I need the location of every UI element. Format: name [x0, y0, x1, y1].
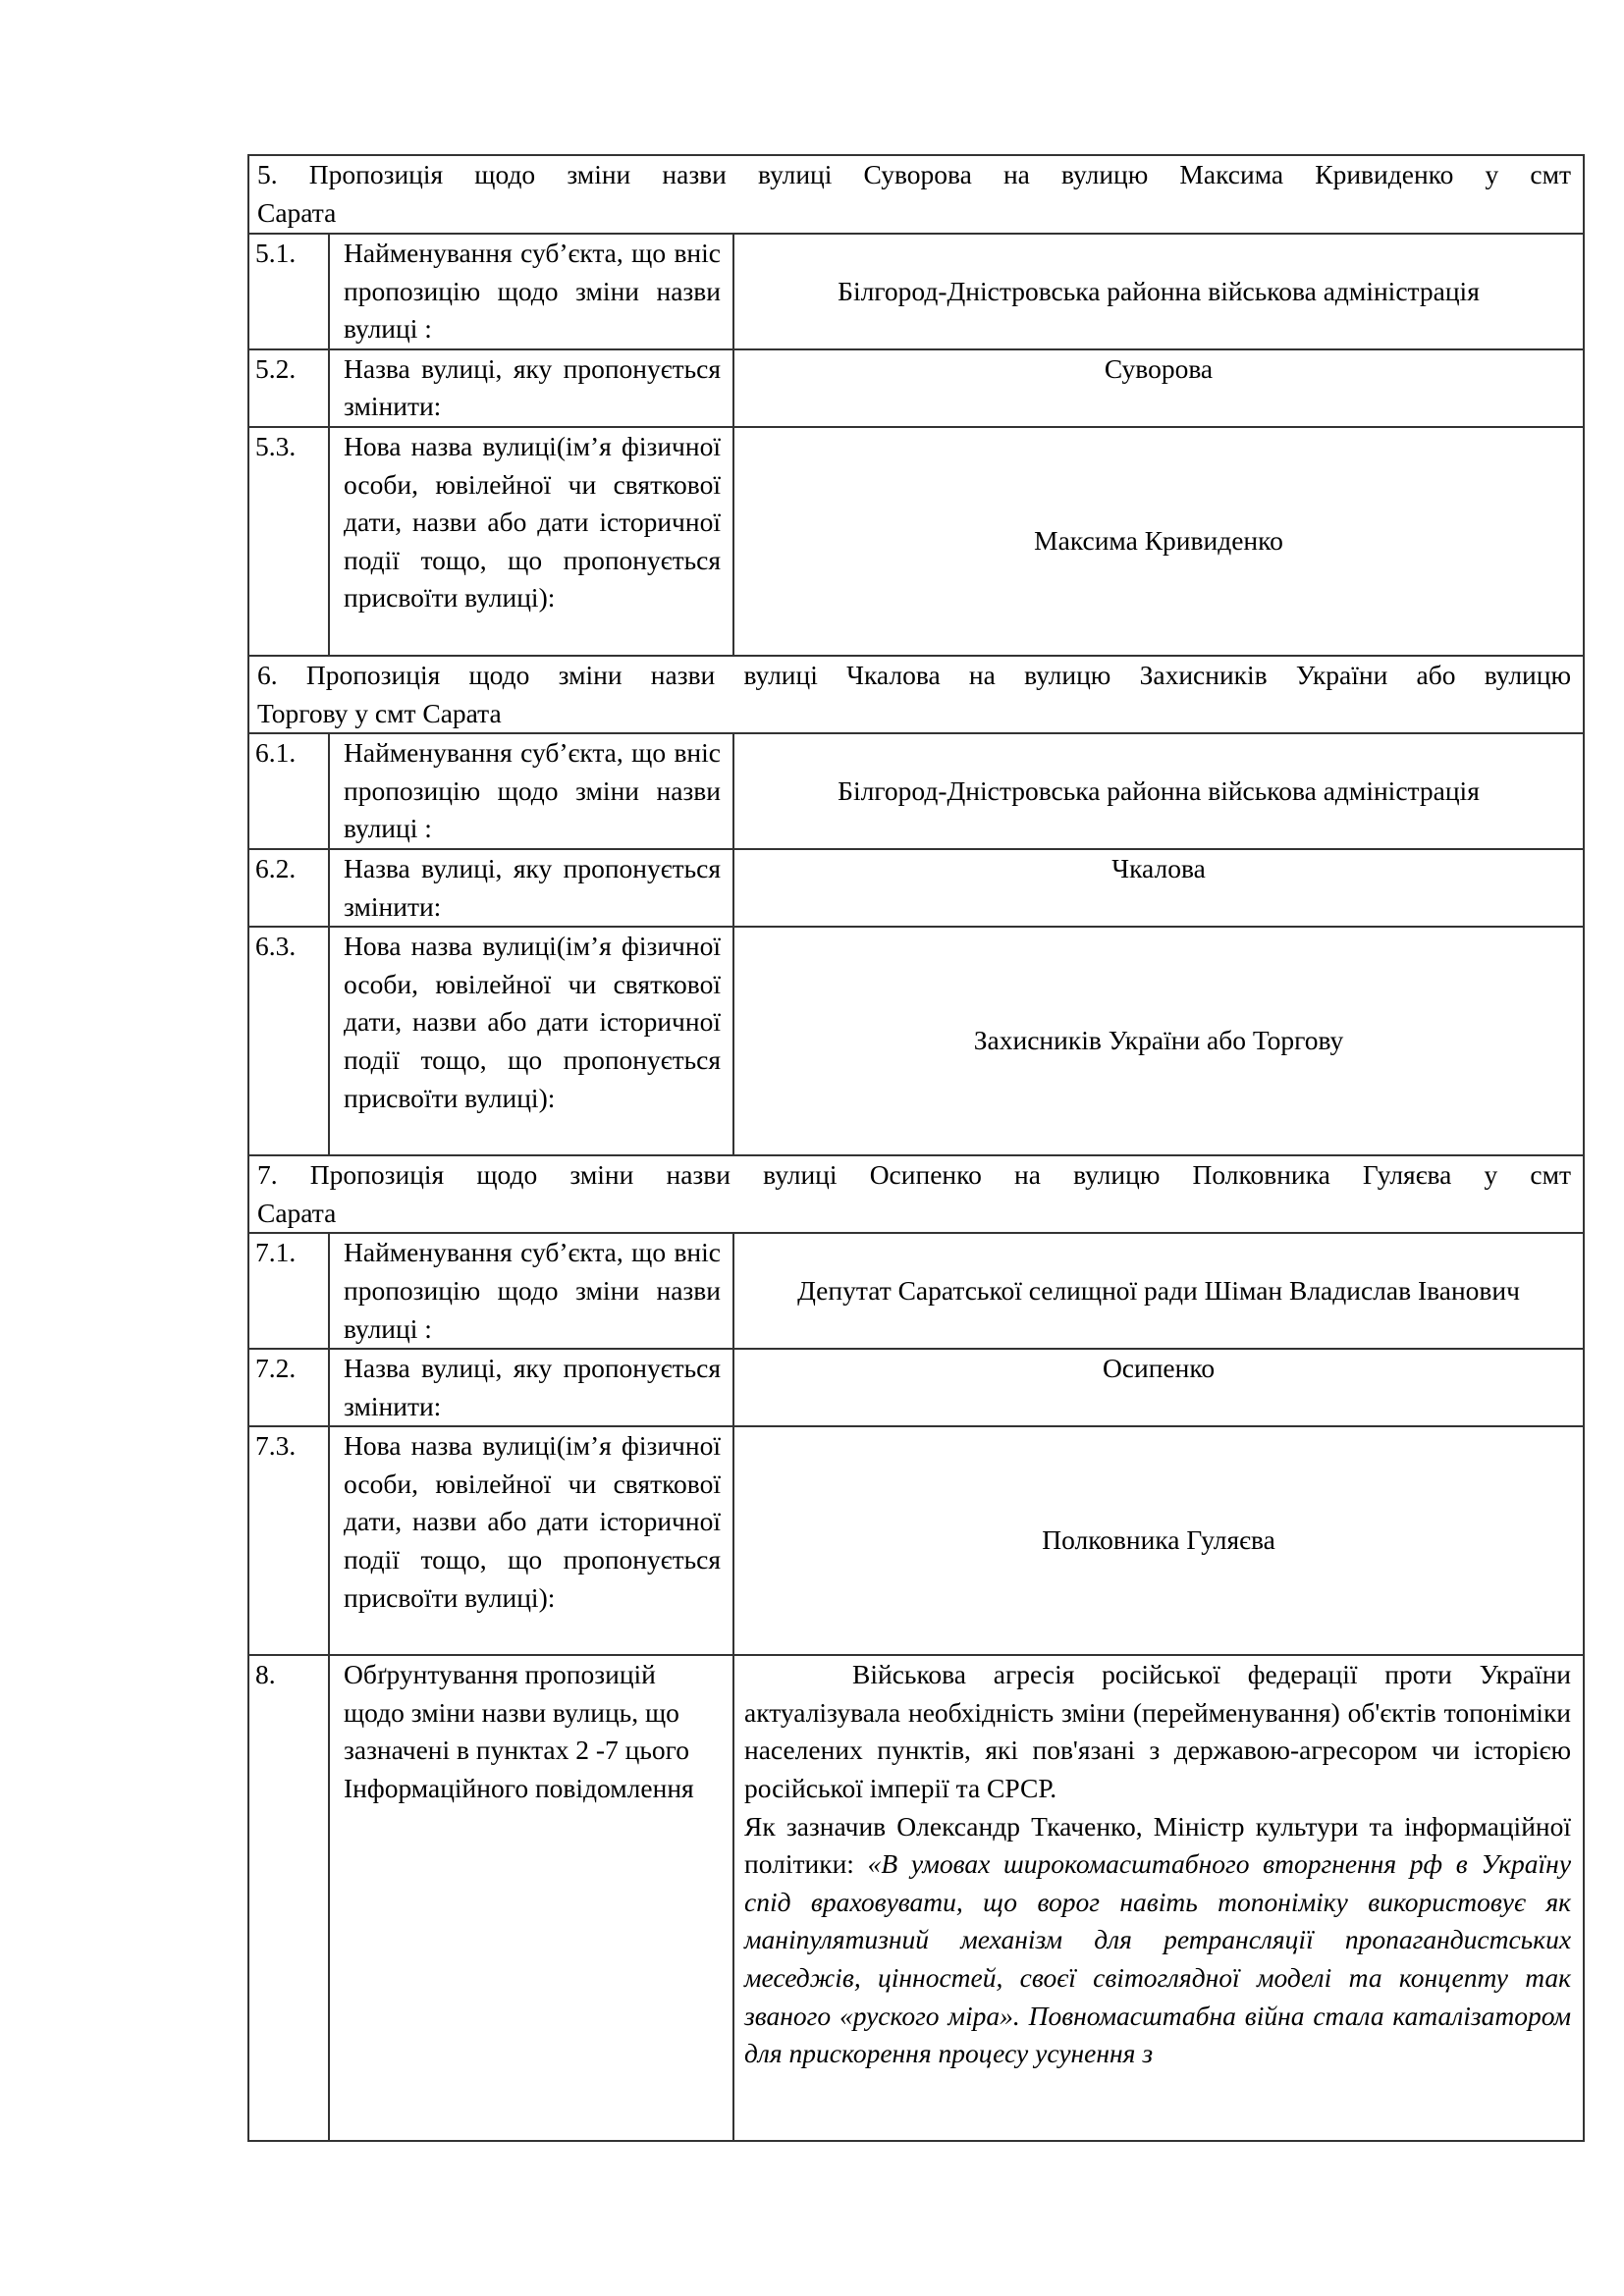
row-label: Найменування суб’єкта, що вніс пропозицію щодо зміни назви вулиці : [329, 733, 733, 849]
section-7-header-line-1: 7. Пропозиція щодо зміни назви вулиці Осипенко на вулицю Полковника Гуляєва у смт [257, 1159, 1572, 1191]
section-6-header-row [248, 656, 1584, 733]
section-5-header [248, 155, 1584, 234]
table-row [248, 927, 1584, 1155]
row-number: 5.3. [248, 427, 329, 656]
section-7-header [248, 1155, 1584, 1233]
justification-paragraph-2-lead: Як зазначив Олександр Ткаченко, Міністр культури та інформаційної політики: [744, 1810, 1572, 1880]
table-row [248, 733, 1584, 849]
row-value: Осипенко [733, 1349, 1584, 1426]
row-label: Назва вулиці, яку пропонується змінити: [329, 1349, 733, 1426]
table-row [248, 1426, 1584, 1655]
row-number: 6.2. [248, 849, 329, 927]
justification-label: Обґрунтування пропозицій щодо зміни назви вулиць, що зазначені в пунктах 2 -7 цього Інформаційного повідомлення [329, 1655, 733, 2141]
justification-paragraph-1: Військова агресія російської федерації проти України актуалізувала необхідність зміни (перейменування) об'єктів топоніміки населених пунктів, які пов'язані з державою-агресором чи історією російської імперії та СРСР. [744, 1659, 1572, 1804]
justification-row [248, 1655, 1584, 2141]
justification-paragraph-2 [744, 1808, 1571, 2073]
table-row [248, 1233, 1584, 1349]
row-number: 7.2. [248, 1349, 329, 1426]
section-5-header-line-1: 5. Пропозиція щодо зміни назви вулиці Суворова на вулицю Максима Кривиденко у смт [257, 159, 1572, 189]
row-number: 6.1. [248, 733, 329, 849]
row-value: Суворова [733, 349, 1584, 427]
row-value: Депутат Саратської селищної ради Шіман Владислав Іванович [733, 1233, 1584, 1349]
street-renaming-table [247, 154, 1585, 2142]
row-label: Нова назва вулиці(ім’я фізичної особи, ювілейної чи святкової дати, назви або дати історичної події тощо, що пропонується присвоїти вулиці): [329, 927, 733, 1155]
section-5-header-row [248, 155, 1584, 234]
row-label: Найменування суб’єкта, що вніс пропозицію щодо зміни назви вулиці : [329, 234, 733, 349]
section-5-header-line-2: Сарата [257, 196, 337, 228]
table-row [248, 1349, 1584, 1426]
table-row [248, 349, 1584, 427]
row-value: Білгород-Дністровська районна військова адміністрація [733, 733, 1584, 849]
minister-quote: «В умовах широкомасштабного вторгнення рф в Україну спід враховувати, що ворог навіть топоніміку використовує як маніпулятизний механізм для ретрансляції пропагандистських меседжів, цінностей, своєї світоглядної моделі та концепту так званого «руского міра». Повномасштабна війна стала каталізатором для прискорення процесу усунення з [744, 1848, 1572, 2069]
justification-text [733, 1655, 1584, 2141]
section-6-header-line-2: Торгову у смт Сарата [257, 697, 502, 728]
table-row [248, 849, 1584, 927]
row-value: Чкалова [733, 849, 1584, 927]
table-row [248, 234, 1584, 349]
section-7-header-line-2: Сарата [257, 1197, 337, 1228]
row-label: Назва вулиці, яку пропонується змінити: [329, 349, 733, 427]
row-label: Нова назва вулиці(ім’я фізичної особи, ювілейної чи святкової дати, назви або дати історичної події тощо, що пропонується присвоїти вулиці): [329, 1426, 733, 1655]
table-row [248, 427, 1584, 656]
row-number: 6.3. [248, 927, 329, 1155]
section-7-header-row [248, 1155, 1584, 1233]
section-6-header [248, 656, 1584, 733]
row-value: Максима Кривиденко [733, 427, 1584, 656]
row-label: Нова назва вулиці(ім’я фізичної особи, ювілейної чи святкової дати, назви або дати історичної події тощо, що пропонується присвоїти вулиці): [329, 427, 733, 656]
row-number: 5.1. [248, 234, 329, 349]
row-number: 7.1. [248, 1233, 329, 1349]
row-number: 5.2. [248, 349, 329, 427]
row-label: Назва вулиці, яку пропонується змінити: [329, 849, 733, 927]
section-6-header-line-1: 6. Пропозиція щодо зміни назви вулиці Чкалова на вулицю Захисників України або вулицю [257, 659, 1572, 690]
row-number: 7.3. [248, 1426, 329, 1655]
row-label: Найменування суб’єкта, що вніс пропозицію щодо зміни назви вулиці : [329, 1233, 733, 1349]
row-value: Білгород-Дністровська районна військова адміністрація [733, 234, 1584, 349]
row-number: 8. [248, 1655, 329, 2141]
row-value: Захисників України або Торгову [733, 927, 1584, 1155]
row-value: Полковника Гуляєва [733, 1426, 1584, 1655]
